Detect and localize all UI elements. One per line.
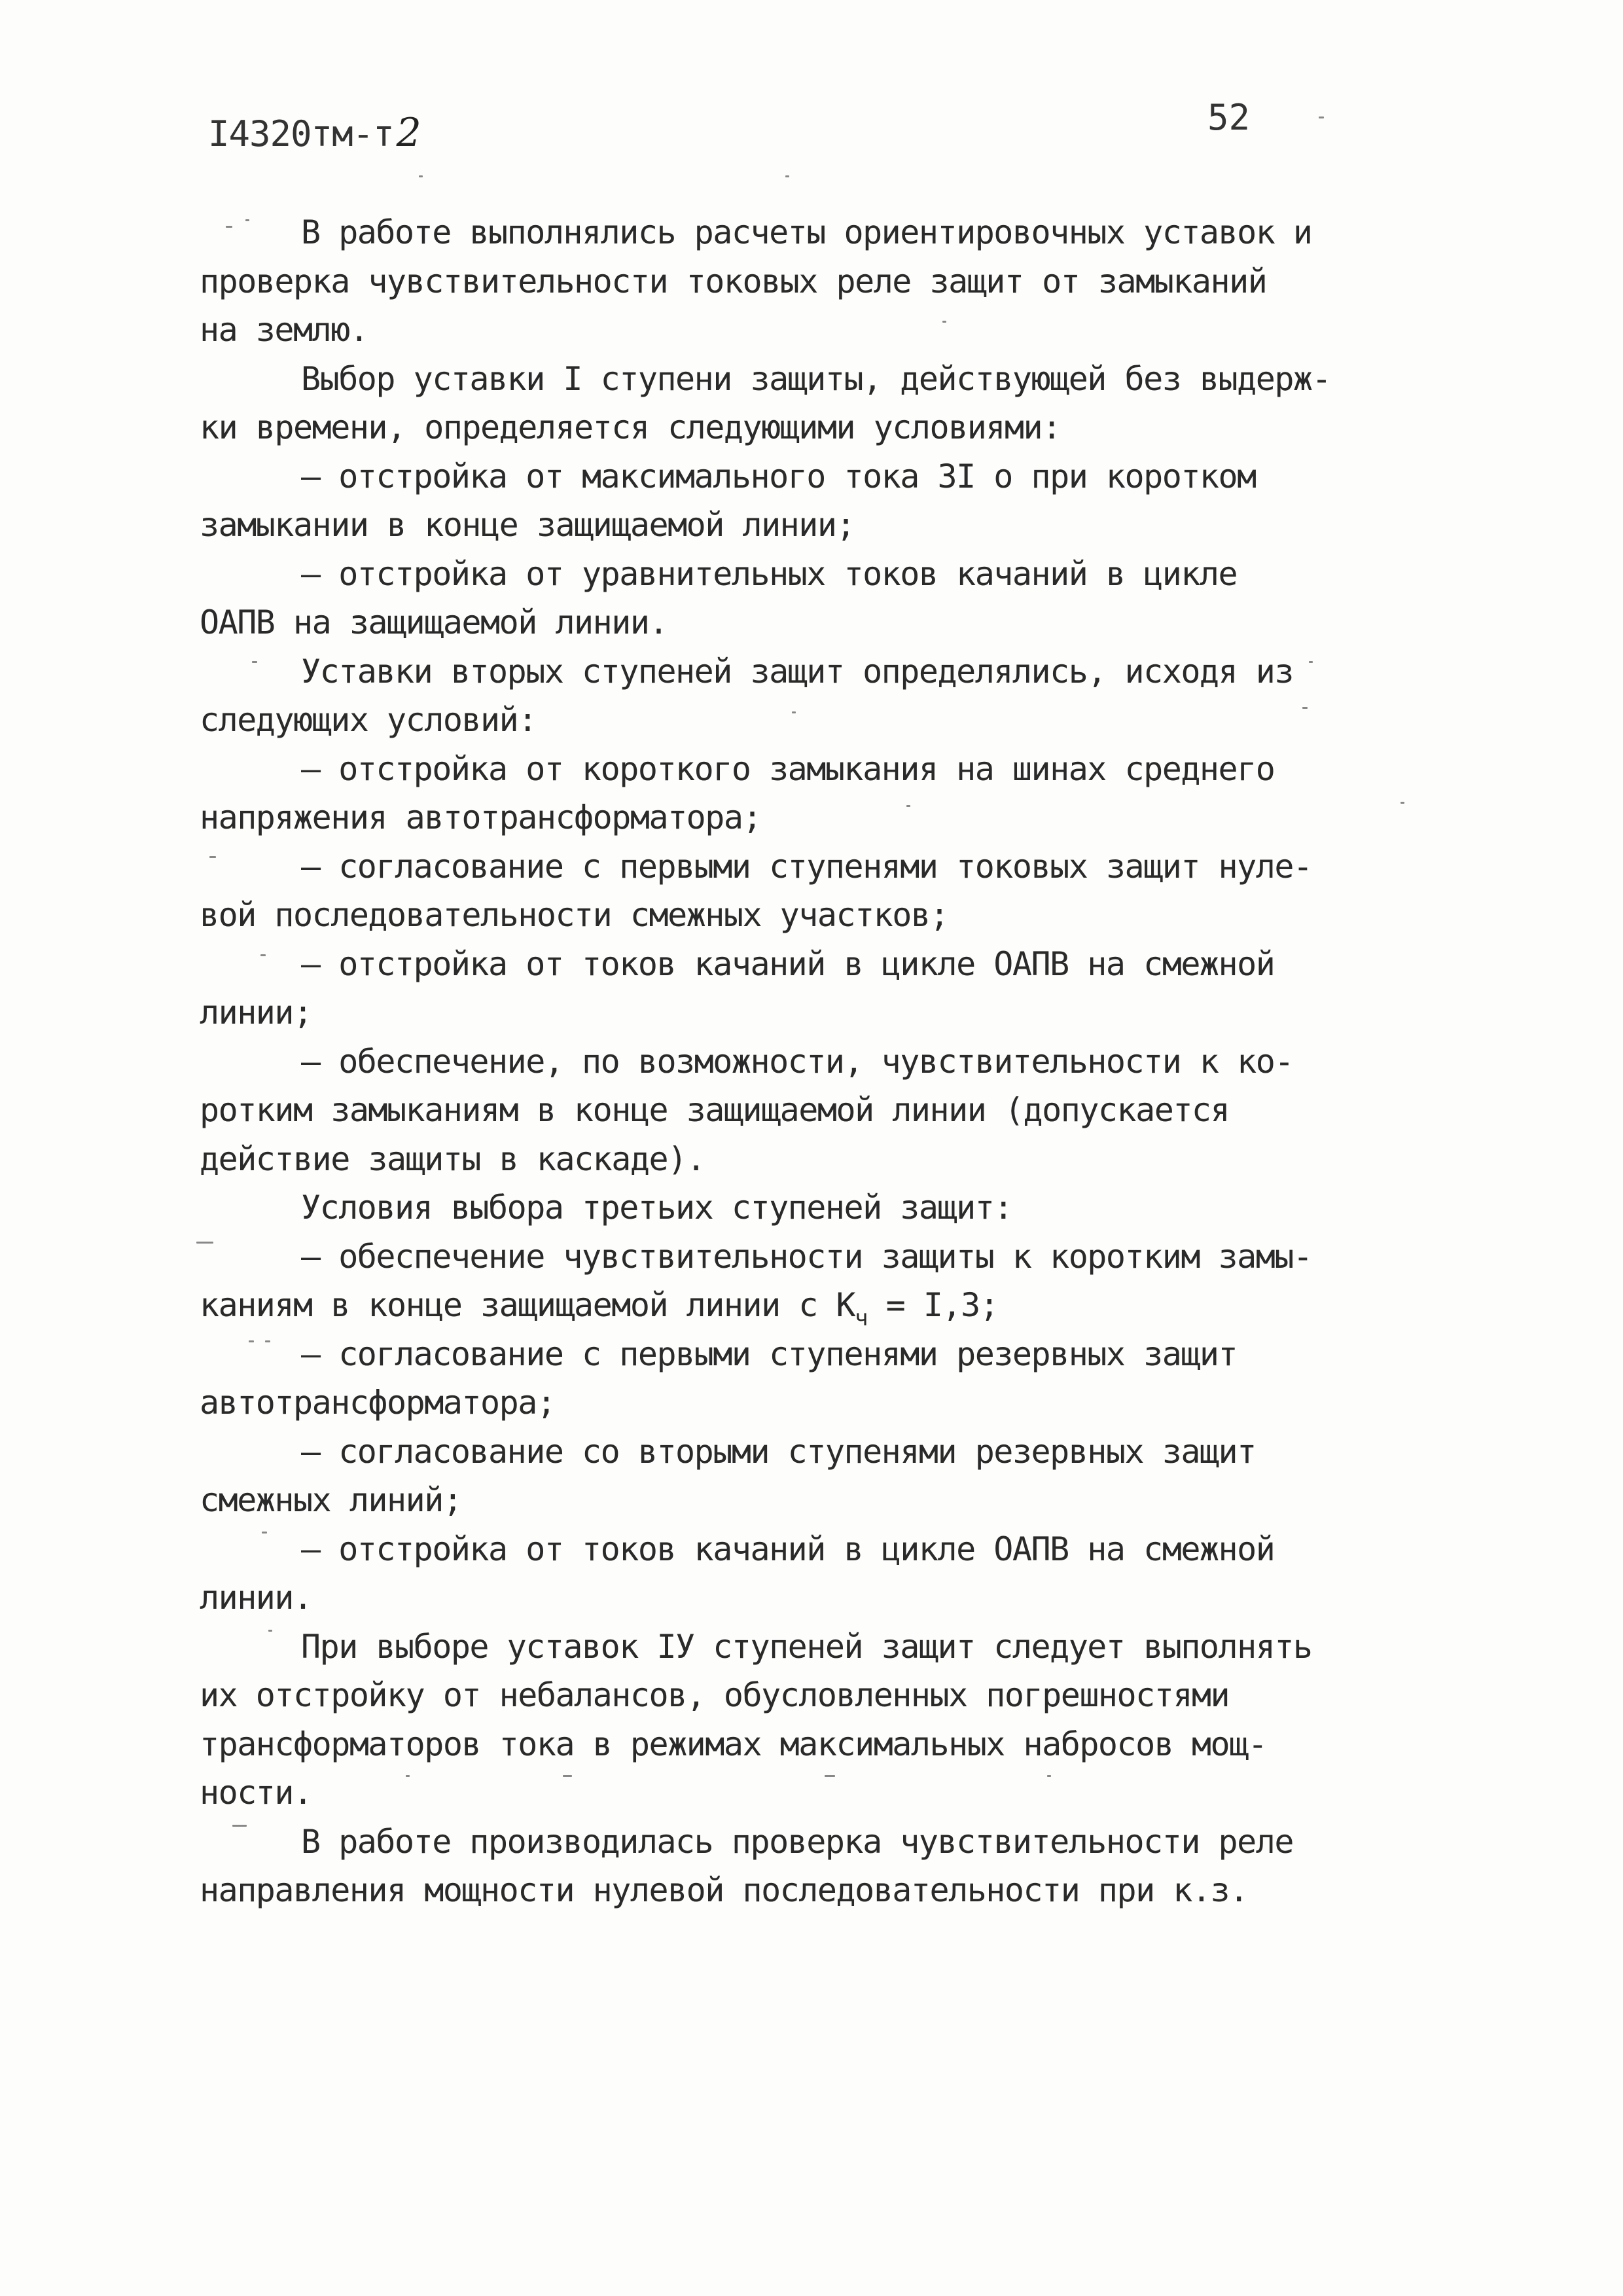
- text-line: направления мощности нулевой последовательности при к.з.: [200, 1871, 1248, 1909]
- text-line: на землю.: [200, 311, 368, 349]
- text-line: ки времени, определяется следующими условиями:: [200, 408, 1061, 446]
- text-line: напряжения автотрансформатора;: [200, 798, 762, 836]
- text-line: вой последовательности смежных участков;: [200, 896, 949, 934]
- text-line: их отстройку от небалансов, обусловленных погрешностями: [200, 1676, 1230, 1714]
- scan-speck: [260, 954, 266, 956]
- document-code-text: I4320тм-т: [208, 113, 394, 154]
- text-line: Уставки вторых ступеней защит определялись, исходя из: [301, 652, 1293, 691]
- scan-speck: [785, 175, 789, 177]
- scan-speck: [563, 1775, 572, 1777]
- scan-speck: [1302, 707, 1308, 709]
- text-line: В работе производилась проверка чувствительности реле: [301, 1822, 1293, 1861]
- scan-speck: [906, 805, 910, 807]
- scan-speck: [196, 1242, 213, 1244]
- formula-subscript: ч: [855, 1305, 868, 1331]
- scan-speck: [268, 1630, 272, 1632]
- text-line: – согласование с первыми ступенями резервных защит: [301, 1335, 1238, 1373]
- text-line: – обеспечение чувствительности защиты к коротким замы-: [301, 1237, 1312, 1276]
- text-line: – согласование со вторыми ступенями резервных защит: [301, 1432, 1256, 1471]
- text-line: – отстройка от уравнительных токов качаний в цикле: [301, 554, 1238, 593]
- scan-speck: [1047, 1775, 1051, 1777]
- scan-speck: [406, 1775, 410, 1777]
- scan-speck: [252, 661, 257, 663]
- text-line: ности.: [200, 1774, 312, 1812]
- text-line: – обеспечение, по возможности, чувствительности к ко-: [301, 1042, 1293, 1081]
- text-line: следующих условий:: [200, 701, 537, 739]
- text-line: действие защиты в каскаде).: [200, 1139, 705, 1178]
- text-line: – отстройка от токов качаний в цикле ОАПВ на смежной: [301, 1530, 1275, 1568]
- text-line: При выборе уставок IУ ступеней защит следует выполнять: [301, 1627, 1312, 1666]
- text-line: трансформаторов тока в режимах максимальных набросов мощ-: [200, 1725, 1267, 1763]
- text-line: линии;: [200, 994, 312, 1031]
- text-line-formula: [200, 1281, 1443, 1330]
- scan-speck: [232, 1825, 247, 1827]
- text-line: – согласование с первыми ступенями токовых защит нуле-: [301, 847, 1312, 886]
- document-body: [200, 208, 1443, 1915]
- text-line: Условия выбора третьих ступеней защит:: [301, 1189, 1012, 1227]
- scan-speck: [262, 1532, 267, 1534]
- text-line: замыкании в конце защищаемой линии;: [200, 506, 855, 544]
- scan-speck: [792, 711, 796, 713]
- document-code: [208, 110, 421, 156]
- text-line: – отстройка от короткого замыкания на шинах среднего: [301, 749, 1275, 788]
- scan-speck: [265, 1340, 270, 1342]
- text-line: ротким замыканиям в конце защищаемой линии (допускается: [200, 1091, 1230, 1129]
- text-line: Выбор уставки I ступени защиты, действующей без выдерж-: [301, 359, 1331, 398]
- scan-speck: [1319, 117, 1324, 118]
- scan-speck: [245, 219, 249, 221]
- scan-speck: [942, 321, 946, 323]
- scan-speck: [1400, 802, 1404, 804]
- page-number: 52: [1207, 97, 1251, 138]
- scan-speck: [249, 1340, 254, 1342]
- text-line: смежных линий;: [200, 1481, 462, 1519]
- text-line: В работе выполнялись расчеты ориентировочных уставок и: [301, 213, 1312, 251]
- formula-text: каниям в конце защищаемой линии с К: [200, 1286, 855, 1324]
- formula-value: = I,3;: [867, 1286, 999, 1324]
- text-line: автотрансформатора;: [200, 1384, 556, 1422]
- document-code-handwritten: 2: [396, 110, 421, 156]
- text-line: линии.: [200, 1579, 312, 1617]
- text-line: проверка чувствительности токовых реле защит от замыканий: [200, 262, 1267, 300]
- scan-speck: [825, 1775, 835, 1777]
- text-line: – отстройка от токов качаний в цикле ОАПВ на смежной: [301, 944, 1275, 983]
- scan-speck: [1309, 661, 1313, 663]
- text-line: – отстройка от максимального тока 3I о при коротком: [301, 457, 1256, 495]
- text-line: ОАПВ на защищаемой линии.: [200, 603, 668, 641]
- scan-speck: [209, 856, 216, 858]
- scan-speck: [419, 175, 423, 177]
- scan-speck: [226, 226, 232, 228]
